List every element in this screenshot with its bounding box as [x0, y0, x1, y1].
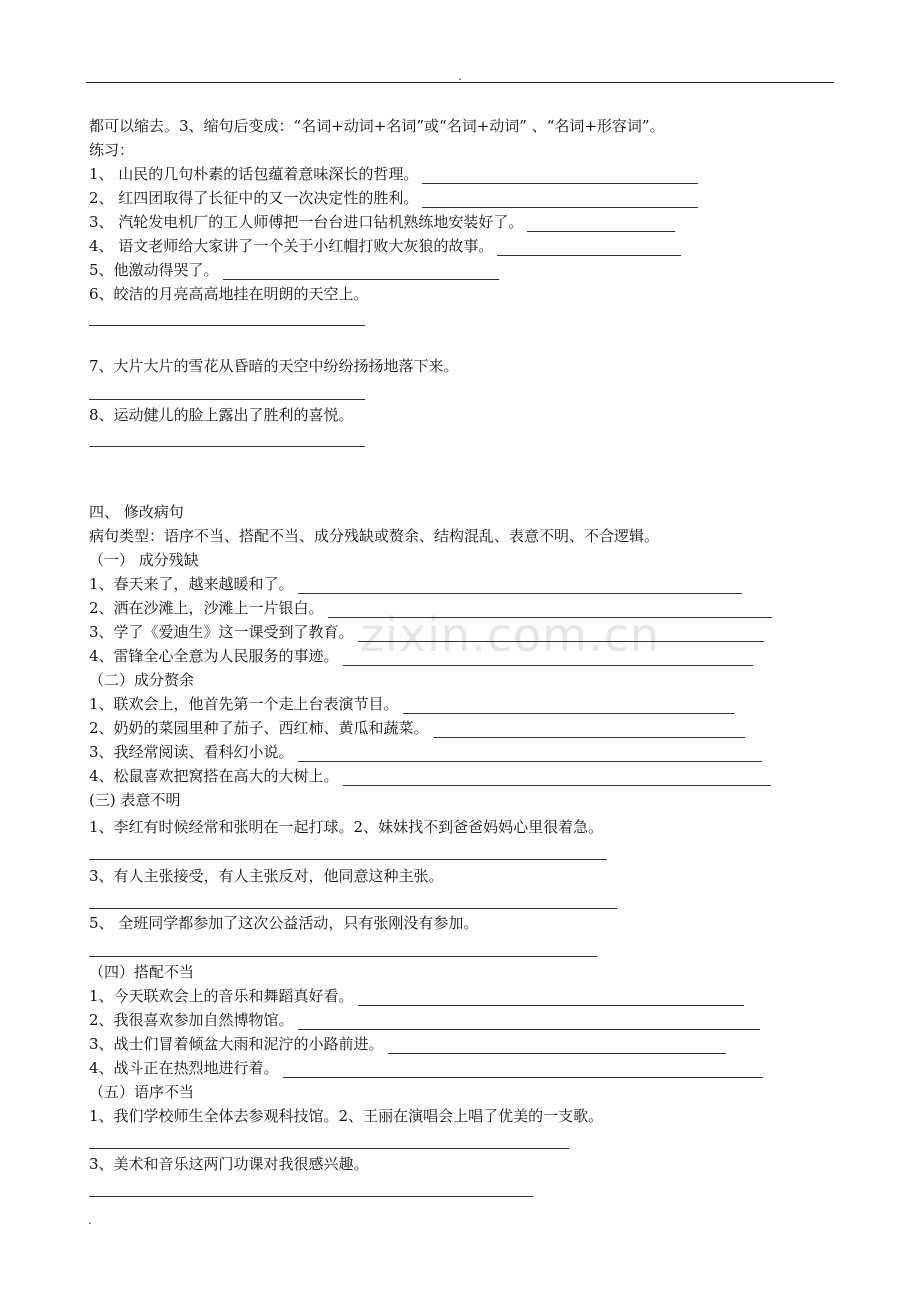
exercise-line — [89, 986, 744, 1006]
exercise-line — [89, 598, 772, 618]
answer-line[interactable] — [89, 446, 365, 447]
header-dot: . — [458, 69, 462, 83]
exercise-text: 1、 山民的几句朴素的话包蕴着意味深长的哲理。 — [89, 165, 419, 183]
exercise-text: 3、 汽轮发电机厂的工人师傅把一台台进口钻机熟练地安装好了。 — [89, 213, 524, 231]
answer-line[interactable] — [89, 908, 617, 909]
answer-blank[interactable] — [358, 627, 764, 642]
exercise-line — [89, 1010, 760, 1030]
answer-line[interactable] — [89, 1196, 533, 1197]
exercise-text: 2、我很喜欢参加自然博物馆。 — [89, 1011, 294, 1029]
text-line: 1、我们学校师生全体去参观科技馆。2、王丽在演唱会上唱了优美的一支歌。 — [89, 1107, 604, 1125]
exercise-text: 1、联欢会上，他首先第一个走上台表演节目。 — [89, 695, 399, 713]
subsection-title: （五）语序不当 — [89, 1083, 195, 1101]
answer-line[interactable] — [89, 1148, 569, 1149]
exercise-line — [89, 188, 698, 208]
exercise-line — [89, 260, 499, 280]
exercise-line — [89, 646, 753, 666]
exercise-line — [89, 766, 771, 786]
exercise-line — [89, 694, 735, 714]
exercise-line — [89, 164, 698, 184]
exercise-text: 3、学了《爱迪生》这一课受到了教育。 — [89, 623, 354, 641]
exercise-text: 3、战士们冒着倾盆大雨和泥泞的小路前进。 — [89, 1035, 384, 1053]
answer-blank[interactable] — [343, 651, 753, 666]
text-line: 都可以缩去。3、缩句后变成：“名词+动词+名词”或“名词+动词” 、“名词+形容词”。 — [89, 117, 665, 135]
footer-dot: . — [88, 1213, 92, 1227]
exercise-line — [89, 718, 745, 738]
text-line: 练习： — [89, 141, 135, 159]
answer-blank[interactable] — [298, 579, 742, 594]
exercise-line — [89, 212, 675, 232]
answer-blank[interactable] — [283, 1063, 763, 1078]
answer-blank[interactable] — [433, 723, 745, 738]
answer-blank[interactable] — [328, 603, 772, 618]
answer-blank[interactable] — [343, 771, 771, 786]
text-line: 3、有人主张接受，有人主张反对，他同意这种主张。 — [89, 867, 444, 885]
section-title: 四、 修改病句 — [89, 503, 184, 521]
exercise-text: 2、洒在沙滩上，沙滩上一片银白。 — [89, 599, 324, 617]
text-line: 6、皎洁的月亮高高地挂在明朗的天空上。 — [89, 285, 369, 303]
exercise-line — [89, 1058, 763, 1078]
exercise-text: 1、春天来了，越来越暖和了。 — [89, 575, 294, 593]
answer-blank[interactable] — [298, 747, 762, 762]
text-line: 8、运动健儿的脸上露出了胜利的喜悦。 — [89, 406, 354, 424]
answer-line[interactable] — [89, 956, 597, 957]
exercise-text: 3、我经常阅读、看科幻小说。 — [89, 743, 294, 761]
exercise-text: 4、松鼠喜欢把窝搭在高大的大树上。 — [89, 767, 339, 785]
answer-line[interactable] — [89, 859, 607, 860]
answer-blank[interactable] — [422, 193, 698, 208]
exercise-text: 2、 红四团取得了长征中的又一次决定性的胜利。 — [89, 189, 419, 207]
exercise-text: 1、今天联欢会上的音乐和舞蹈真好看。 — [89, 987, 354, 1005]
exercise-text: 4、雷锋全心全意为人民服务的事迹。 — [89, 647, 339, 665]
answer-blank[interactable] — [298, 1015, 760, 1030]
answer-blank[interactable] — [527, 217, 675, 232]
exercise-text: 4、战斗正在热烈地进行着。 — [89, 1059, 279, 1077]
answer-line[interactable] — [89, 325, 365, 326]
subsection-title: (三) 表意不明 — [89, 791, 181, 809]
text-line: 病句类型：语序不当、搭配不当、成分残缺或赘余、结构混乱、表意不明、不合逻辑。 — [89, 527, 660, 545]
exercise-line — [89, 1034, 726, 1054]
answer-line[interactable] — [89, 399, 365, 400]
answer-blank[interactable] — [403, 699, 735, 714]
exercise-text: 4、 语文老师给大家讲了一个关于小红帽打败大灰狼的故事。 — [89, 237, 494, 255]
exercise-line — [89, 622, 764, 642]
answer-blank[interactable] — [422, 169, 698, 184]
watermark: zixin.com.cn — [360, 608, 661, 662]
text-line: 5、 全班同学都参加了这次公益活动，只有张刚没有参加。 — [89, 914, 479, 932]
text-line: 1、李红有时候经常和张明在一起打球。2、妹妹找不到爸爸妈妈心里很着急。 — [89, 818, 604, 836]
answer-blank[interactable] — [358, 991, 744, 1006]
exercise-text: 2、奶奶的菜园里种了茄子、西红柿、黄瓜和蔬菜。 — [89, 719, 429, 737]
text-line: 7、大片大片的雪花从昏暗的天空中纷纷扬扬地落下来。 — [89, 357, 459, 375]
subsection-title: （二）成分赘余 — [89, 671, 195, 689]
answer-blank[interactable] — [223, 265, 499, 280]
answer-blank[interactable] — [497, 241, 681, 256]
exercise-text: 5、他激动得哭了。 — [89, 261, 219, 279]
answer-blank[interactable] — [388, 1039, 726, 1054]
exercise-line — [89, 574, 742, 594]
exercise-line — [89, 236, 681, 256]
text-line: 3、美术和音乐这两门功课对我很感兴趣。 — [89, 1155, 369, 1173]
exercise-line — [89, 742, 762, 762]
subsection-title: （一） 成分残缺 — [89, 551, 199, 569]
subsection-title: （四）搭配不当 — [89, 963, 195, 981]
